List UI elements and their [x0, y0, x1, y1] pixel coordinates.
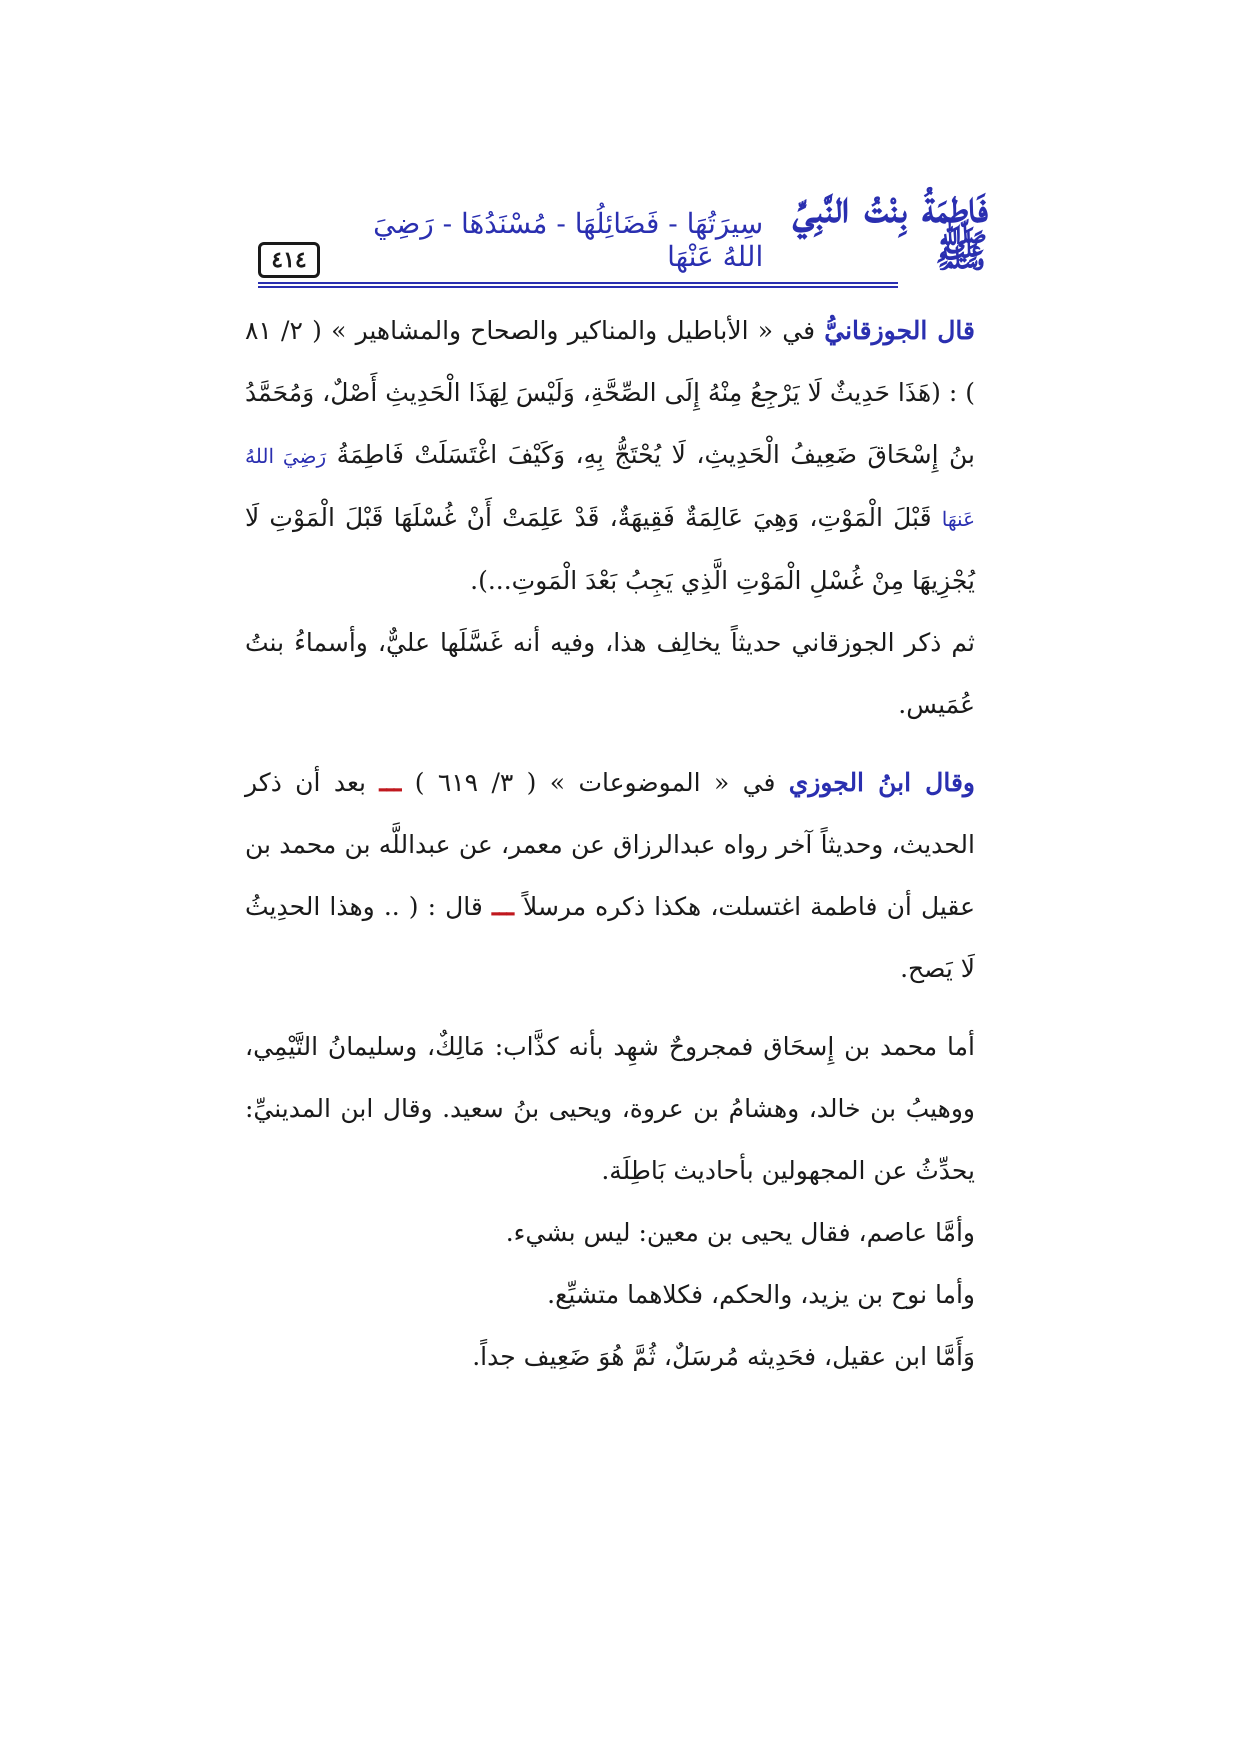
paragraph-text-cont: قَبْلَ الْمَوْتِ، وَهِيَ عَالِمَةٌ فَقِيهَةٌ، قَدْ عَلِمَتْ أَنْ غُسْلَهَا قَبْلَ الْمَوْتِ لَا يُجْزِيهَا مِنْ غُسْلِ الْمَوْتِ الَّذِي يَجِبُ بَعْدَ الْمَوتِ...). [245, 503, 975, 595]
paragraph-jawzaqani-other: ثم ذكر الجوزقاني حديثاً يخالِف هذا، وفيه أنه غَسَّلَها عليٌّ، وأسماءُ بنتُ عُمَيس. [245, 628, 975, 719]
paragraph-text-cont: بعد أن ذكر الحديث، وحديثاً آخر رواه عبدالرزاق عن معمر، عن عبداللَّه بن محمد بن عقيل أن فاطمة اغتسلت، هكذا ذكره مرسلاً [245, 768, 976, 921]
paragraph-jawzaqani [245, 300, 1005, 612]
main-text [245, 300, 1005, 1388]
paragraph-text: في « الموضوعات » ( ٣/ ٦١٩ ) [401, 768, 789, 797]
lead-ibn-jawzi: وقال ابنُ الجوزي [788, 768, 975, 797]
book-title-main: فَاطِمَةُ بِنْتُ النَّبِيِّ ﷺ [792, 182, 988, 277]
page-number: ٤١٤ [258, 242, 320, 278]
lead-jawzaqani: قال الجوزقانيُّ [824, 316, 975, 345]
line-ibn-aqil: وَأَمَّا ابن عقيل، فحَدِيثه مُرسَلٌ، ثُمَّ هُوَ ضَعِيف جداً. [472, 1342, 975, 1371]
page-header [258, 182, 988, 286]
header-rule [258, 282, 898, 288]
line-nuh: وأما نوح بن يزيد، والحكم، فكلاهما متشيِّع. [547, 1280, 975, 1309]
red-dash: ـــ [379, 768, 402, 797]
honorific-radiallahu-anha: رَضِيَ اللهُ عَنهَا [245, 444, 975, 531]
paragraph-text-end: قال : ( .. وهذا الحدِيثُ لَا يَصح. [245, 892, 975, 983]
red-dash: ـــ [491, 892, 514, 921]
book-title-subtitle: سِيرَتُهَا - فَضَائِلُهَا - مُسْنَدُهَا - رَضِيَ اللهُ عَنْهَا [373, 206, 764, 274]
book-title [368, 182, 988, 277]
line-asim: وأمَّا عاصم، فقال يحيى بن معين: ليس بشيء. [505, 1218, 975, 1247]
paragraph-ibn-ishaq: أما محمد بن إِسحَاق فمجروحٌ شهِد بأنه كذَّاب: مَالِكٌ، وسليمانُ التَّيْمِي، ووهيبُ بن خالد، وهشامُ بن عروة، ويحيى بنُ سعيد. وقال ابن المدينيِّ: يحدِّثُ عن المجهولين بأحاديث بَاطِلَة. [245, 1032, 975, 1185]
paragraph-ibn-jawzi [245, 752, 1005, 1000]
paragraph-text: في « الأباطيل والمناكير والصحاح والمشاهير » ( ٢/ ٨١ ) : (هَذَا حَدِيثٌ لَا يَرْجِعُ مِنْهُ إِلَى الصِّحَّةِ، وَلَيْسَ لِهَذَا الْحَدِيثِ أَصْلٌ، وَمُحَمَّدُ بنُ إِسْحَاقَ ضَعِيفُ الْحَدِيثِ، لَا يُحْتَجُّ بِهِ، وَكَيْفَ اغْتَسَلَتْ فَاطِمَةُ [245, 316, 975, 469]
